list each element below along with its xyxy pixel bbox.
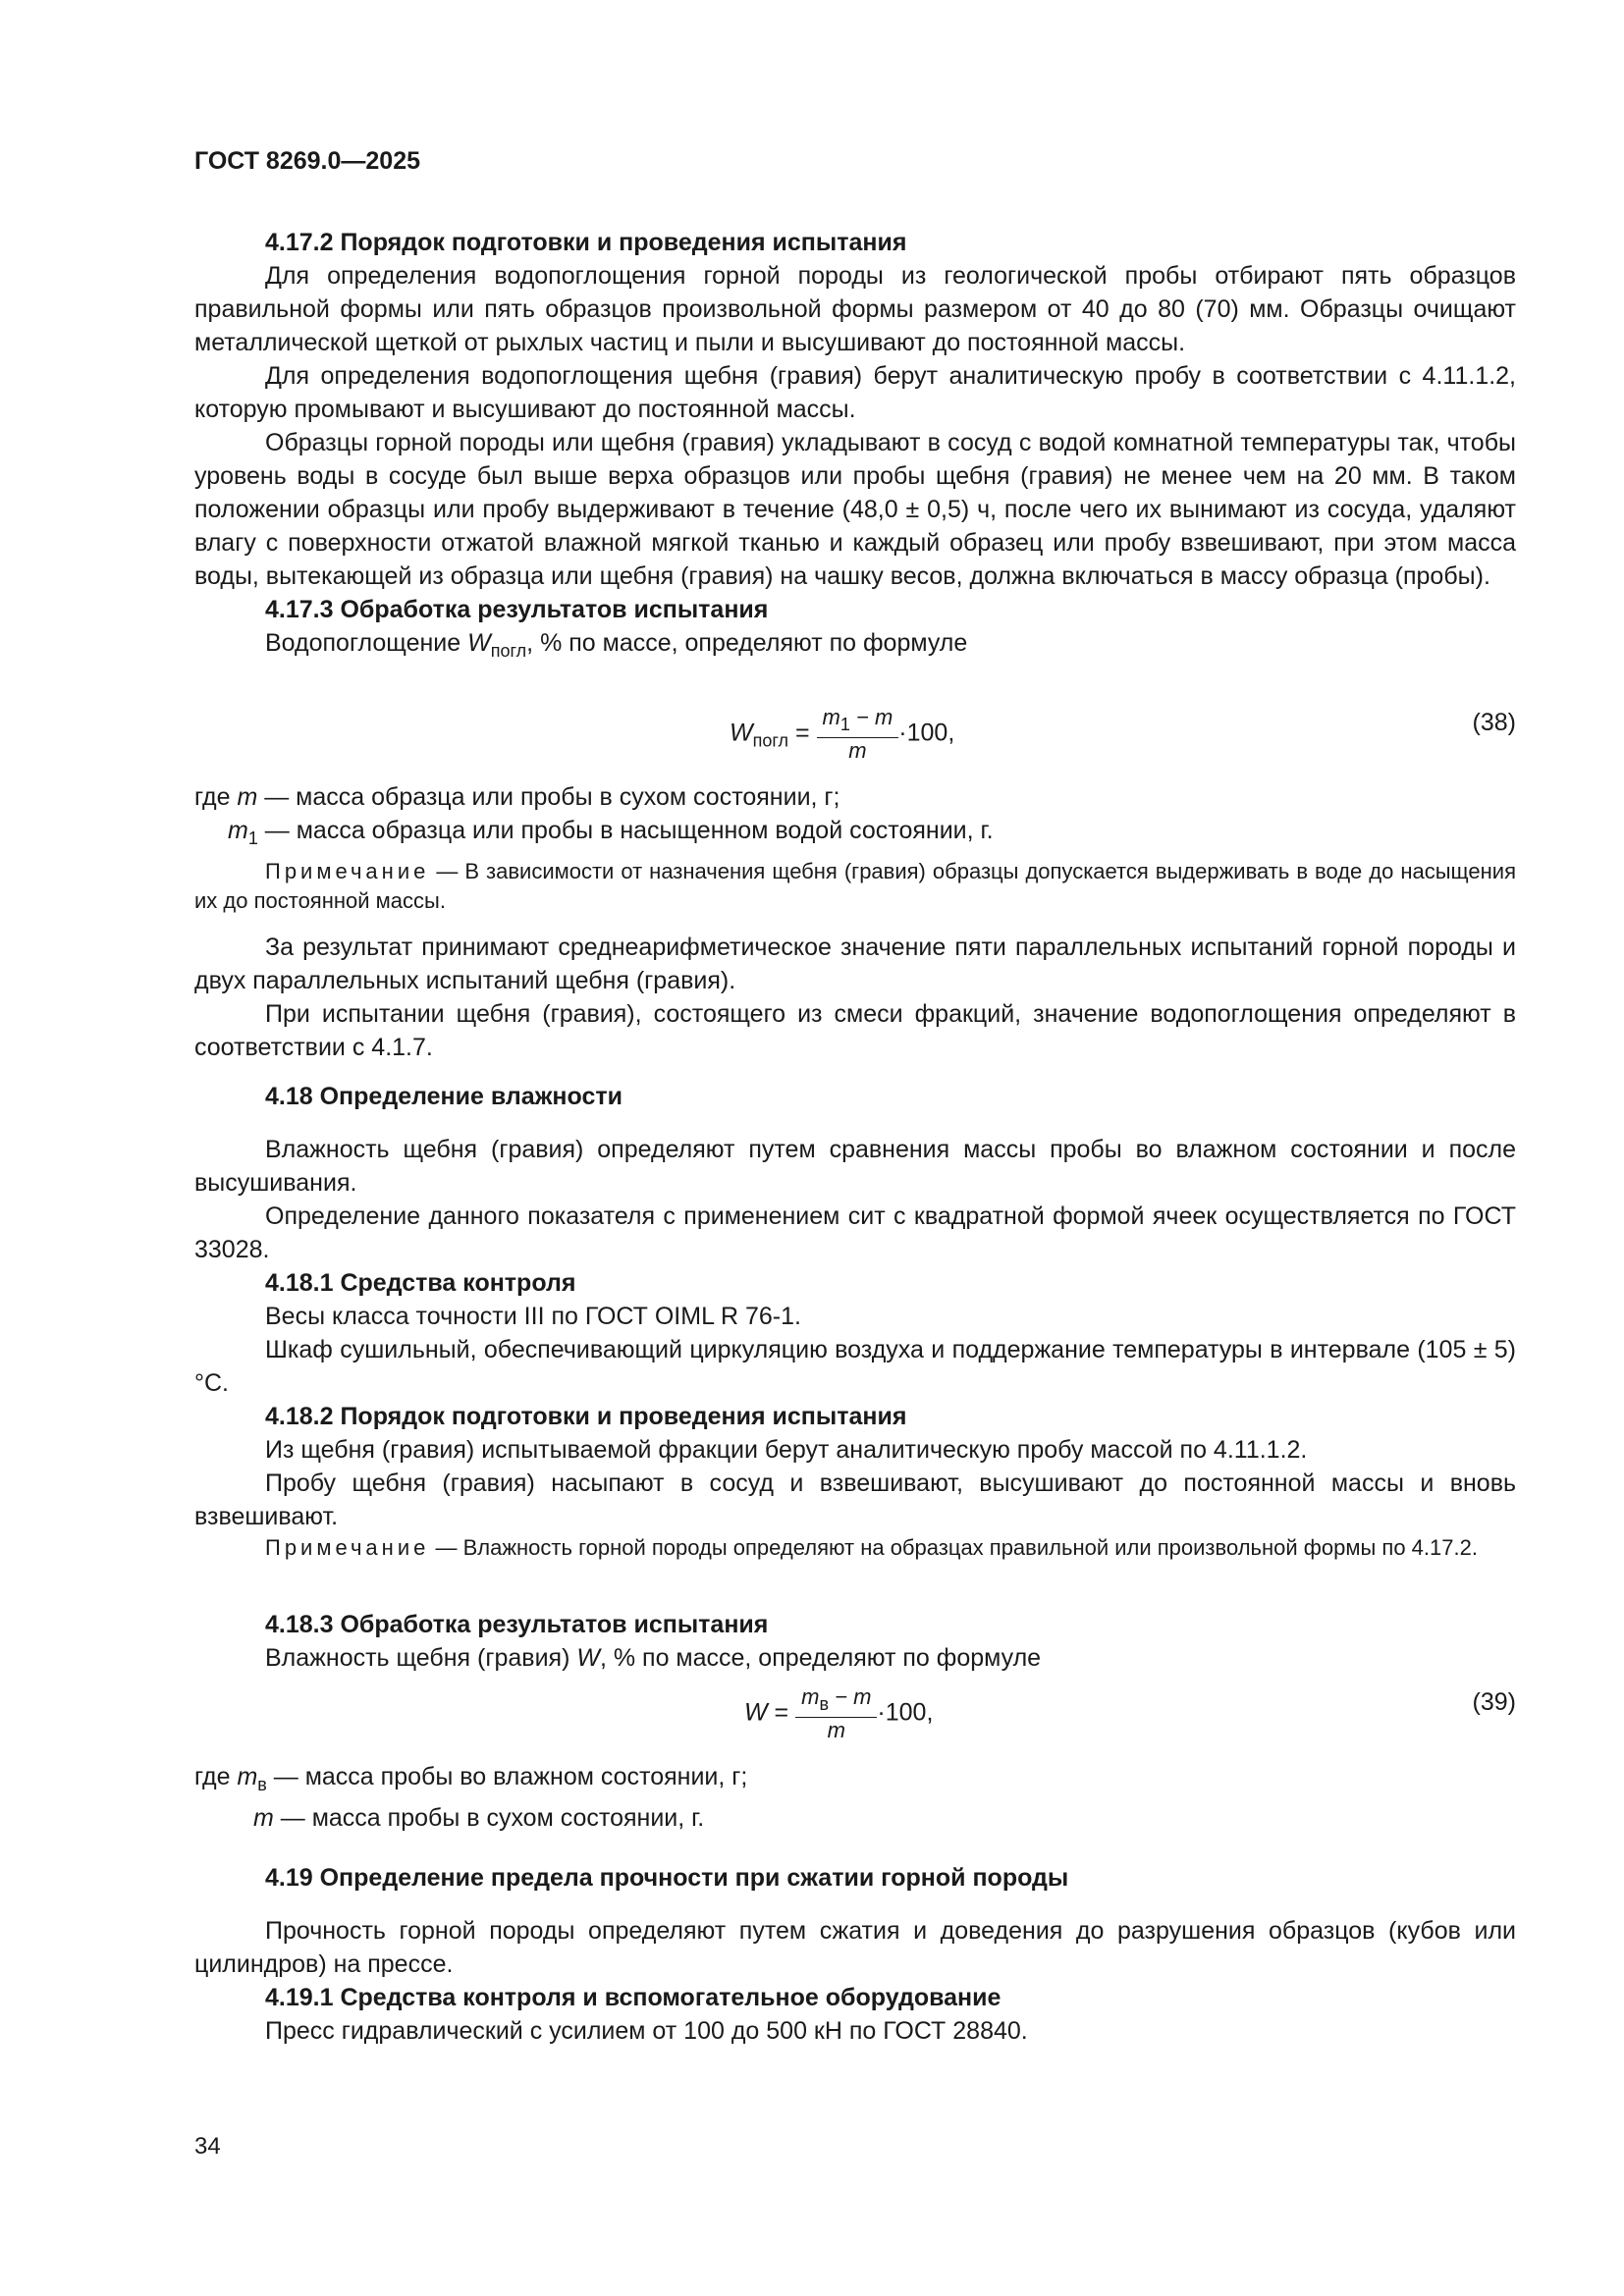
formula-38: $W_{погл}$ = $\frac{m_1 - m}{m}$ ·100, (38) (730, 705, 1516, 763)
equation-number: (39) (1472, 1688, 1516, 1716)
where-line: m — масса пробы в сухом состоянии, г. (253, 1804, 705, 1832)
paragraph: Пресс гидравлический с усилием от 100 до 500 кН по ГОСТ 28840. (265, 2017, 1028, 2045)
fraction: $\frac{m_в - m}{m}$ (795, 1684, 877, 1743)
section-4-19-body (194, 1914, 1516, 2048)
heading-4-18: 4.18 Определение влажности (265, 1083, 623, 1110)
heading-4-18-3: 4.18.3 Обработка результатов испытания (265, 1611, 769, 1638)
section-4-17-2 (194, 226, 1516, 667)
paragraph: Прочность горной породы определяют путем сжатия и доведения до разрушения образцов (кубов или цилиндров) на прессе. (194, 1917, 1516, 1978)
paragraph: Весы класса точности III по ГОСТ OIML R 76-1. (265, 1303, 801, 1330)
where-line: где m — масса образца или пробы в сухом состоянии, г; (194, 783, 840, 811)
heading-4-19-1: 4.19.1 Средства контроля и вспомогательное оборудование (265, 1984, 1001, 2011)
heading-4-18-1: 4.18.1 Средства контроля (265, 1269, 576, 1297)
paragraph: Пробу щебня (гравия) насыпают в сосуд и взвешивают, высушивают до постоянной массы и вновь взвешивают. (194, 1469, 1516, 1530)
heading-4-17-2: 4.17.2 Порядок подготовки и проведения испытания (265, 229, 907, 256)
heading-4-18-2: 4.18.2 Порядок подготовки и проведения испытания (265, 1403, 907, 1430)
paragraph: Влажность щебня (гравия) определяют путем сравнения массы пробы во влажном состоянии и после высушивания. (194, 1136, 1516, 1197)
paragraph: Образцы горной породы или щебня (гравия) укладывают в сосуд с водой комнатной температуры так, чтобы уровень воды в сосуде был выше верха образцов или пробы щебня (гравия) не менее чем на 20 мм. В таком положении образцы или пробу выдерживают в течение (48,0 ± 0,5) ч, после чего их вынимают из сосуда, удаляют влагу с поверхности отжатой влажной мягкой тканью и каждый образец или пробу взвешивают, при этом масса воды, вытекающей из образца или щебня (гравия) на чашку весов, должна включаться в массу образца (пробы). (194, 429, 1516, 590)
heading-4-17-3: 4.17.3 Обработка результатов испытания (265, 596, 769, 623)
equation-number: (38) (1472, 709, 1516, 736)
note-1: Примечание — В зависимости от назначения щебня (гравия) образцы допускается выдерживать в воде до насыщения их до постоянной массы. (194, 859, 1516, 913)
page-number: 34 (194, 2133, 221, 2160)
where-block-39 (194, 1760, 1516, 1835)
where-line: $m_1$ — масса образца или пробы в насыщенном водой состоянии, г. (228, 817, 994, 848)
heading-4-19: 4.19 Определение предела прочности при сжатии горной породы (265, 1864, 1069, 1892)
section-4-18-3 (194, 1608, 1516, 1675)
where-block-38 (194, 780, 1516, 855)
section-4-18-body (194, 1133, 1516, 1533)
paragraph: Определение данного показателя с применением сит с квадратной формой ячеек осуществляется по ГОСТ 33028. (194, 1202, 1516, 1263)
document-header: ГОСТ 8269.0—2025 (194, 147, 421, 175)
where-line: где $m_в$ — масса пробы во влажном состоянии, г; (194, 1763, 748, 1794)
paragraph: Шкаф сушильный, обеспечивающий циркуляцию воздуха и поддержание температуры в интервале (105 ± 5) °С. (194, 1336, 1516, 1397)
paragraph: При испытании щебня (гравия), состоящего из смеси фракций, значение водопоглощения определяют в соответствии с 4.1.7. (194, 1000, 1516, 1061)
formula-intro: Водопоглощение $W_{погл}$, % по массе, определяют по формуле (265, 629, 968, 661)
formula-intro: Влажность щебня (гравия) W, % по массе, определяют по формуле (265, 1644, 1042, 1672)
note-2: Примечание — Влажность горной породы определяют на образцах правильной или произвольной формы по 4.17.2. (265, 1535, 1478, 1560)
section-4-19 (194, 1861, 1516, 1895)
results-paragraphs (194, 931, 1516, 1064)
paragraph: За результат принимают среднеарифметическое значение пяти параллельных испытаний горной породы и двух параллельных испытаний щебня (гравия). (194, 934, 1516, 994)
paragraph: Для определения водопоглощения щебня (гравия) берут аналитическую пробу в соответствии с 4.11.1.2, которую промывают и высушивают до постоянной массы. (194, 362, 1516, 423)
paragraph: Для определения водопоглощения горной породы из геологической пробы отбирают пять образцов правильной формы или пять образцов произвольной формы размером от 40 до 80 (70) мм. Образцы очищают металлической щеткой от рыхлых частиц и пыли и высушивают до постоянной массы. (194, 262, 1516, 356)
formula-39: W = $\frac{m_в - m}{m}$ ·100, (39) (744, 1684, 1516, 1742)
paragraph: Из щебня (гравия) испытываемой фракции берут аналитическую пробу массой по 4.11.1.2. (265, 1436, 1308, 1464)
section-4-18 (194, 1080, 1516, 1113)
fraction: $\frac{m_1 - m}{m}$ (817, 705, 899, 764)
